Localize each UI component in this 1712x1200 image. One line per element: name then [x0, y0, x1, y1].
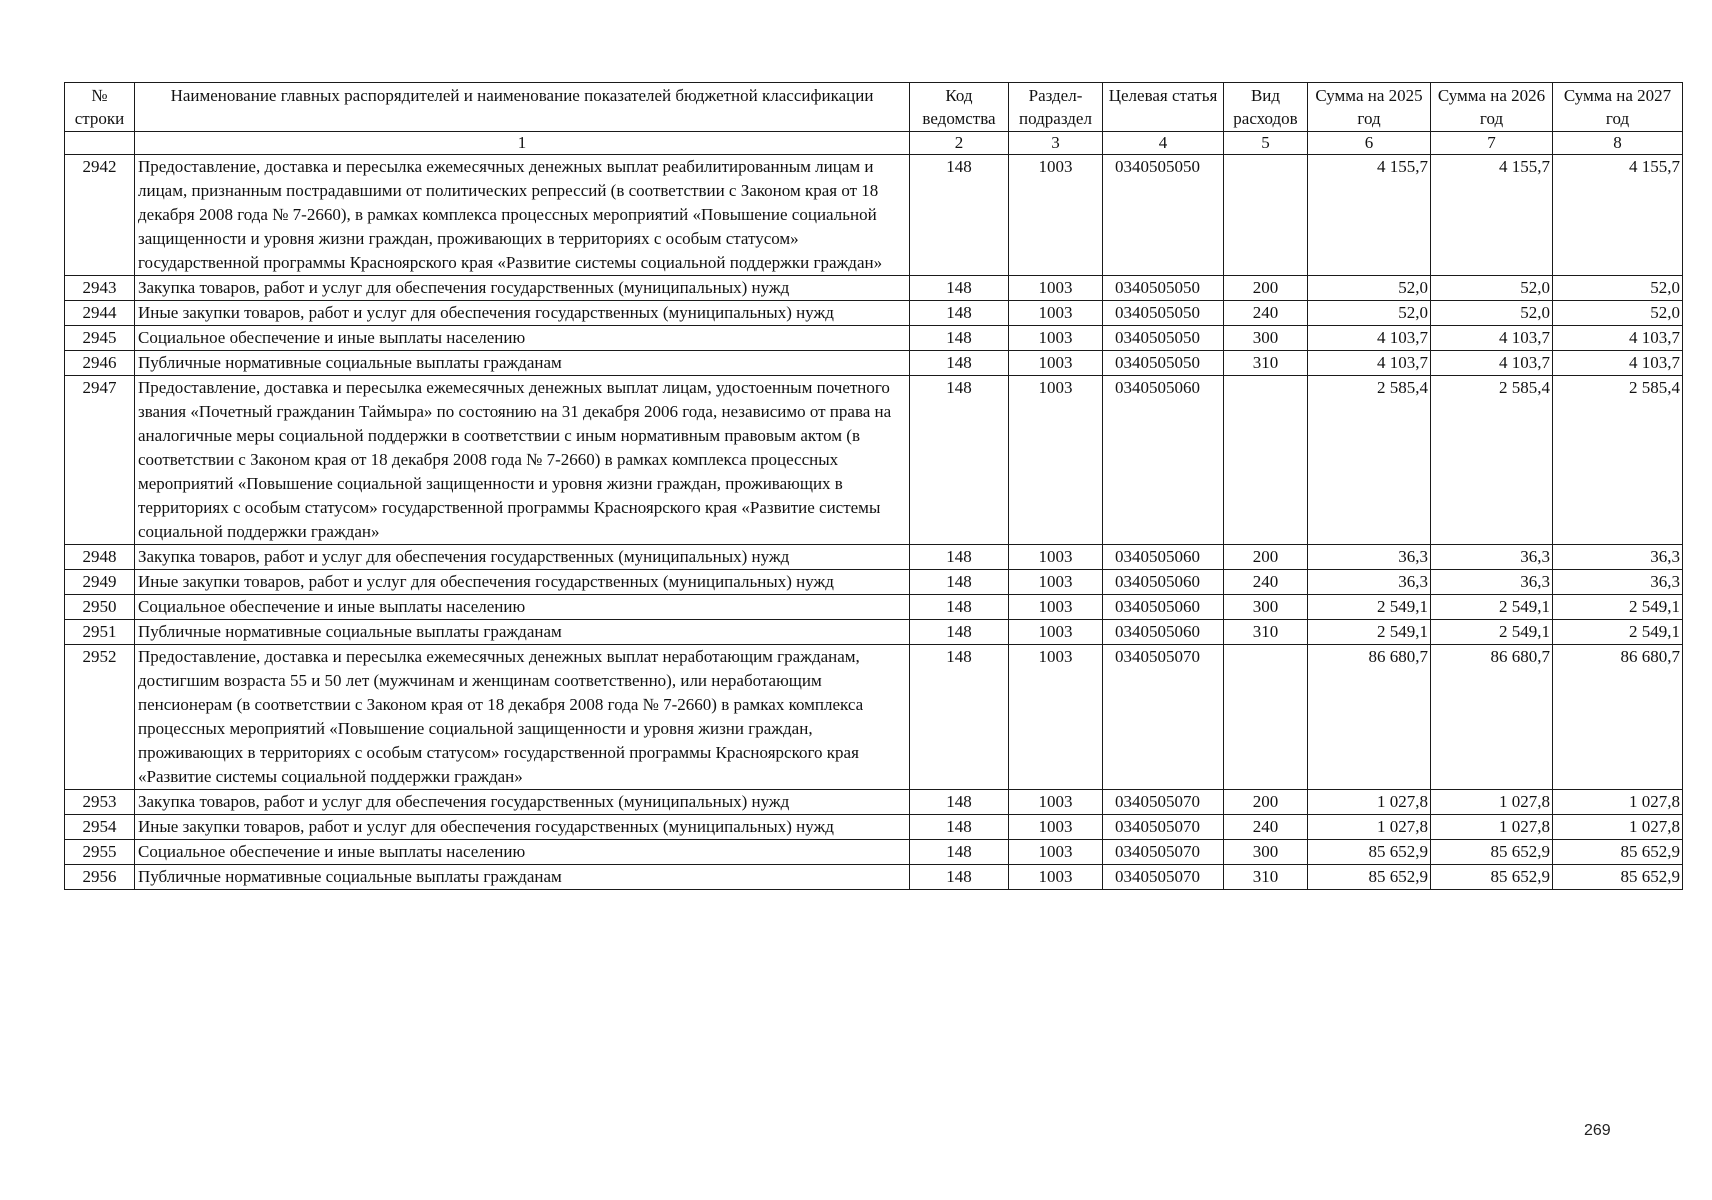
- expense-type-cell: 310: [1224, 620, 1308, 645]
- expense-type-cell: [1224, 155, 1308, 276]
- target-article-cell: 0340505050: [1103, 276, 1224, 301]
- name-cell: Предоставление, доставка и пересылка ежемесячных денежных выплат лицам, удостоенным почетного звания «Почетный гражданин Таймыра» по состоянию на 31 декабря 2006 года, независимо от права на аналогичные меры социальной поддержки в соответствии с иным нормативным правовым актом (в соответствии с Законом края от 18 декабря 2008 года № 7-2660) в рамках комплекса процессных мероприятий «Повышение социальной защищенности и уровня жизни граждан, проживающих в территориях с особым статусом» государственной программы Красноярского края «Развитие системы социальной поддержки граждан»: [135, 376, 910, 545]
- dept-code-cell: 148: [910, 155, 1009, 276]
- sum-2026-cell: 52,0: [1431, 276, 1553, 301]
- name-cell: Закупка товаров, работ и услуг для обеспечения государственных (муниципальных) нужд: [135, 545, 910, 570]
- name-cell: Предоставление, доставка и пересылка ежемесячных денежных выплат неработающим гражданам, достигшим возраста 55 и 50 лет (мужчинам и женщинам соответственно), или неработающим пенсионерам (в соответствии с Законом края от 18 декабря 2008 года № 7-2660) в рамках комплекса процессных мероприятий «Повышение социальной защищенности и уровня жизни граждан, проживающих в территориях с особым статусом» государственной программы Красноярского края «Развитие системы социальной поддержки граждан»: [135, 645, 910, 790]
- dept-code-cell: 148: [910, 301, 1009, 326]
- header-target-article: Целевая статья: [1103, 83, 1224, 132]
- section-cell: 1003: [1009, 645, 1103, 790]
- sum-2026-cell: 1 027,8: [1431, 790, 1553, 815]
- header-section: Раздел-подраздел: [1009, 83, 1103, 132]
- sum-2026-cell: 36,3: [1431, 570, 1553, 595]
- table-row: [65, 620, 1683, 645]
- sum-2025-cell: 4 103,7: [1308, 351, 1431, 376]
- sum-2026-cell: 2 549,1: [1431, 620, 1553, 645]
- sum-2025-cell: 36,3: [1308, 570, 1431, 595]
- section-cell: 1003: [1009, 840, 1103, 865]
- target-article-cell: 0340505060: [1103, 545, 1224, 570]
- sum-2027-cell: 2 549,1: [1553, 620, 1683, 645]
- row-number-cell: 2951: [65, 620, 135, 645]
- dept-code-cell: 148: [910, 620, 1009, 645]
- sum-2025-cell: 1 027,8: [1308, 790, 1431, 815]
- row-number-cell: 2945: [65, 326, 135, 351]
- sum-2027-cell: 4 155,7: [1553, 155, 1683, 276]
- sum-2026-cell: 52,0: [1431, 301, 1553, 326]
- sum-2026-cell: 4 103,7: [1431, 326, 1553, 351]
- page-number: 269: [1584, 1122, 1611, 1139]
- sum-2025-cell: 85 652,9: [1308, 840, 1431, 865]
- expense-type-cell: 200: [1224, 545, 1308, 570]
- row-number-cell: 2952: [65, 645, 135, 790]
- table-row: [65, 570, 1683, 595]
- row-number-cell: 2949: [65, 570, 135, 595]
- column-number: 7: [1431, 132, 1553, 155]
- target-article-cell: 0340505070: [1103, 790, 1224, 815]
- sum-2025-cell: 2 585,4: [1308, 376, 1431, 545]
- section-cell: 1003: [1009, 595, 1103, 620]
- sum-2026-cell: 36,3: [1431, 545, 1553, 570]
- section-cell: 1003: [1009, 865, 1103, 890]
- sum-2027-cell: 2 585,4: [1553, 376, 1683, 545]
- sum-2027-cell: 52,0: [1553, 301, 1683, 326]
- header-sum-2025: Сумма на 2025 год: [1308, 83, 1431, 132]
- header-name: Наименование главных распорядителей и наименование показателей бюджетной классификации: [135, 83, 910, 132]
- target-article-cell: 0340505070: [1103, 815, 1224, 840]
- dept-code-cell: 148: [910, 545, 1009, 570]
- dept-code-cell: 148: [910, 815, 1009, 840]
- dept-code-cell: 148: [910, 790, 1009, 815]
- sum-2027-cell: 36,3: [1553, 570, 1683, 595]
- target-article-cell: 0340505070: [1103, 645, 1224, 790]
- row-number-cell: 2946: [65, 351, 135, 376]
- column-number: 8: [1553, 132, 1683, 155]
- target-article-cell: 0340505070: [1103, 865, 1224, 890]
- section-cell: 1003: [1009, 790, 1103, 815]
- row-number-cell: 2944: [65, 301, 135, 326]
- target-article-cell: 0340505060: [1103, 570, 1224, 595]
- row-number-cell: 2948: [65, 545, 135, 570]
- name-cell: Публичные нормативные социальные выплаты гражданам: [135, 865, 910, 890]
- expense-type-cell: 300: [1224, 595, 1308, 620]
- table-row: [65, 155, 1683, 276]
- dept-code-cell: 148: [910, 351, 1009, 376]
- sum-2027-cell: 4 103,7: [1553, 351, 1683, 376]
- table-row: [65, 545, 1683, 570]
- column-number: 6: [1308, 132, 1431, 155]
- section-cell: 1003: [1009, 155, 1103, 276]
- name-cell: Социальное обеспечение и иные выплаты населению: [135, 840, 910, 865]
- expense-type-cell: 240: [1224, 815, 1308, 840]
- section-cell: 1003: [1009, 545, 1103, 570]
- row-number-cell: 2955: [65, 840, 135, 865]
- budget-table: [64, 82, 1683, 890]
- dept-code-cell: 148: [910, 326, 1009, 351]
- name-cell: Закупка товаров, работ и услуг для обеспечения государственных (муниципальных) нужд: [135, 790, 910, 815]
- target-article-cell: 0340505070: [1103, 840, 1224, 865]
- sum-2025-cell: 52,0: [1308, 301, 1431, 326]
- sum-2026-cell: 2 585,4: [1431, 376, 1553, 545]
- table-row: [65, 326, 1683, 351]
- sum-2025-cell: 1 027,8: [1308, 815, 1431, 840]
- expense-type-cell: 300: [1224, 326, 1308, 351]
- table-row: [65, 276, 1683, 301]
- section-cell: 1003: [1009, 815, 1103, 840]
- target-article-cell: 0340505060: [1103, 620, 1224, 645]
- sum-2025-cell: 86 680,7: [1308, 645, 1431, 790]
- section-cell: 1003: [1009, 376, 1103, 545]
- dept-code-cell: 148: [910, 645, 1009, 790]
- expense-type-cell: 200: [1224, 276, 1308, 301]
- table-row: [65, 595, 1683, 620]
- table-row: [65, 790, 1683, 815]
- sum-2025-cell: 2 549,1: [1308, 620, 1431, 645]
- expense-type-cell: 310: [1224, 351, 1308, 376]
- expense-type-cell: 240: [1224, 570, 1308, 595]
- sum-2025-cell: 36,3: [1308, 545, 1431, 570]
- table-row: [65, 301, 1683, 326]
- row-number-cell: 2953: [65, 790, 135, 815]
- expense-type-cell: 310: [1224, 865, 1308, 890]
- dept-code-cell: 148: [910, 276, 1009, 301]
- row-number-cell: 2943: [65, 276, 135, 301]
- sum-2026-cell: 85 652,9: [1431, 840, 1553, 865]
- sum-2026-cell: 2 549,1: [1431, 595, 1553, 620]
- name-cell: Иные закупки товаров, работ и услуг для обеспечения государственных (муниципальных) нужд: [135, 815, 910, 840]
- dept-code-cell: 148: [910, 840, 1009, 865]
- table-row: [65, 376, 1683, 545]
- row-number-cell: 2956: [65, 865, 135, 890]
- sum-2027-cell: 85 652,9: [1553, 865, 1683, 890]
- header-row: [65, 83, 1683, 132]
- sum-2027-cell: 4 103,7: [1553, 326, 1683, 351]
- name-cell: Предоставление, доставка и пересылка ежемесячных денежных выплат реабилитированным лицам и лицам, признанным пострадавшими от политических репрессий (в соответствии с Законом края от 18 декабря 2008 года № 7-2660), в рамках комплекса процессных мероприятий «Повышение социальной защищенности и уровня жизни граждан, проживающих в территориях с особым статусом» государственной программы Красноярского края «Развитие системы социальной поддержки граждан»: [135, 155, 910, 276]
- target-article-cell: 0340505050: [1103, 155, 1224, 276]
- row-number-cell: 2942: [65, 155, 135, 276]
- name-cell: Социальное обеспечение и иные выплаты населению: [135, 326, 910, 351]
- table-row: [65, 815, 1683, 840]
- table-row: [65, 645, 1683, 790]
- budget-document: [64, 82, 1682, 890]
- target-article-cell: 0340505060: [1103, 595, 1224, 620]
- column-number: 4: [1103, 132, 1224, 155]
- section-cell: 1003: [1009, 620, 1103, 645]
- sum-2027-cell: 1 027,8: [1553, 790, 1683, 815]
- name-cell: Публичные нормативные социальные выплаты гражданам: [135, 351, 910, 376]
- header-sum-2026: Сумма на 2026 год: [1431, 83, 1553, 132]
- expense-type-cell: [1224, 645, 1308, 790]
- sum-2025-cell: 52,0: [1308, 276, 1431, 301]
- sum-2026-cell: 4 155,7: [1431, 155, 1553, 276]
- row-number-cell: 2954: [65, 815, 135, 840]
- expense-type-cell: 240: [1224, 301, 1308, 326]
- dept-code-cell: 148: [910, 570, 1009, 595]
- table-row: [65, 840, 1683, 865]
- table-row: [65, 351, 1683, 376]
- column-number: 2: [910, 132, 1009, 155]
- column-number: 1: [135, 132, 910, 155]
- name-cell: Закупка товаров, работ и услуг для обеспечения государственных (муниципальных) нужд: [135, 276, 910, 301]
- section-cell: 1003: [1009, 351, 1103, 376]
- dept-code-cell: 148: [910, 376, 1009, 545]
- sum-2025-cell: 4 155,7: [1308, 155, 1431, 276]
- sum-2026-cell: 86 680,7: [1431, 645, 1553, 790]
- name-cell: Социальное обеспечение и иные выплаты населению: [135, 595, 910, 620]
- column-number: 3: [1009, 132, 1103, 155]
- target-article-cell: 0340505050: [1103, 351, 1224, 376]
- sum-2025-cell: 4 103,7: [1308, 326, 1431, 351]
- section-cell: 1003: [1009, 301, 1103, 326]
- expense-type-cell: 300: [1224, 840, 1308, 865]
- sum-2026-cell: 4 103,7: [1431, 351, 1553, 376]
- header-dept-code: Код ведомства: [910, 83, 1009, 132]
- section-cell: 1003: [1009, 570, 1103, 595]
- header-row-number: № строки: [65, 83, 135, 132]
- sum-2027-cell: 86 680,7: [1553, 645, 1683, 790]
- name-cell: Иные закупки товаров, работ и услуг для обеспечения государственных (муниципальных) нужд: [135, 301, 910, 326]
- column-number: [65, 132, 135, 155]
- sum-2027-cell: 1 027,8: [1553, 815, 1683, 840]
- target-article-cell: 0340505050: [1103, 301, 1224, 326]
- table-row: [65, 865, 1683, 890]
- column-number-row: [65, 132, 1683, 155]
- header-sum-2027: Сумма на 2027 год: [1553, 83, 1683, 132]
- section-cell: 1003: [1009, 276, 1103, 301]
- target-article-cell: 0340505050: [1103, 326, 1224, 351]
- sum-2026-cell: 85 652,9: [1431, 865, 1553, 890]
- sum-2027-cell: 85 652,9: [1553, 840, 1683, 865]
- sum-2026-cell: 1 027,8: [1431, 815, 1553, 840]
- name-cell: Публичные нормативные социальные выплаты гражданам: [135, 620, 910, 645]
- row-number-cell: 2947: [65, 376, 135, 545]
- expense-type-cell: [1224, 376, 1308, 545]
- name-cell: Иные закупки товаров, работ и услуг для обеспечения государственных (муниципальных) нужд: [135, 570, 910, 595]
- sum-2025-cell: 85 652,9: [1308, 865, 1431, 890]
- sum-2027-cell: 2 549,1: [1553, 595, 1683, 620]
- row-number-cell: 2950: [65, 595, 135, 620]
- table-body: [65, 155, 1683, 890]
- expense-type-cell: 200: [1224, 790, 1308, 815]
- target-article-cell: 0340505060: [1103, 376, 1224, 545]
- sum-2027-cell: 36,3: [1553, 545, 1683, 570]
- dept-code-cell: 148: [910, 595, 1009, 620]
- header-expense-type: Вид расходов: [1224, 83, 1308, 132]
- sum-2025-cell: 2 549,1: [1308, 595, 1431, 620]
- column-number: 5: [1224, 132, 1308, 155]
- dept-code-cell: 148: [910, 865, 1009, 890]
- sum-2027-cell: 52,0: [1553, 276, 1683, 301]
- section-cell: 1003: [1009, 326, 1103, 351]
